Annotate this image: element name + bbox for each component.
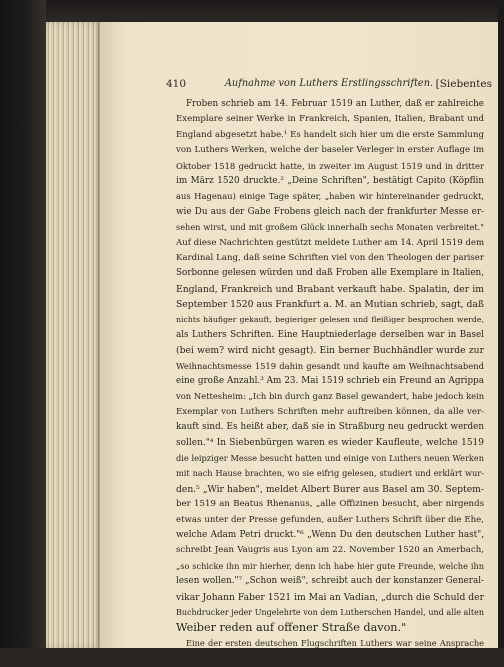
- text-line: Sorbonne gelesen würden und daß Froben alle Exemplare in Italien,: [176, 268, 484, 279]
- text-line: England, Frankreich und Brabant verkauft habe. Spalatin, der im: [176, 283, 484, 295]
- text-line: mit nach Hause brachten, wo sie eifrig gelesen, studiert und erklärt wur-: [176, 468, 484, 479]
- text-line: Auf diese Nachrichten gestützt meldete Luther am 14. April 1519 dem: [176, 237, 485, 248]
- text-line: aus Hagenau) einige Tage später, „haben wir hintereinander gedruckt,: [176, 191, 484, 202]
- body-text: [176, 97, 484, 651]
- page-number: 410: [166, 78, 187, 90]
- text-line: Weiber reden auf offener Straße davon.": [176, 621, 407, 635]
- text-line: Eine der ersten deutschen Flugschriften Luthers war seine Ansprache: [186, 637, 484, 648]
- text-line: wie Du aus der Gabe Frobens gleich nach der frankfurter Messe er-: [176, 206, 484, 217]
- text-line: Weihnachtsmesse 1519 dahin gesandt und kaufte am Weihnachtsabend: [176, 360, 484, 371]
- text-line: vikar Johann Faber 1521 im Mai an Vadian, „durch die Schuld der: [176, 591, 484, 603]
- text-line: Oktober 1518 gedruckt hatte, in zweiter im August 1519 und in dritter: [176, 160, 484, 171]
- text-line: England abgesetzt habe.¹ Es handelt sich hier um die erste Sammlung: [176, 129, 484, 140]
- text-line: im März 1520 druckte.² „Deine Schriften", bestätigt Capito (Köpflin: [176, 175, 484, 186]
- book-cover-bottom: [0, 648, 504, 667]
- text-line: (bei wem? wird nicht gesagt). Ein berner Buchhändler wurde zur: [176, 345, 484, 357]
- text-line: Kardinal Lang, daß seine Schriften viel von den Theologen der pariser: [176, 252, 484, 263]
- text-line: von Luthers Werken, welche der baseler Verleger in erster Auflage im: [176, 145, 484, 156]
- running-head-title: Aufnahme von Luthers Erstlingsschriften.: [224, 78, 434, 89]
- text-line: als Luthers Schriften. Eine Hauptniederlage derselben war in Basel: [176, 329, 484, 340]
- running-head: [166, 78, 492, 92]
- text-line: September 1520 aus Frankfurt a. M. an Mutian schrieb, sagt, daß: [176, 299, 484, 311]
- book-cover-left: [0, 0, 46, 667]
- page: [100, 22, 498, 648]
- text-line: Exemplare seiner Werke in Frankreich, Spanien, Italien, Brabant und: [176, 114, 484, 125]
- text-line: welche Adam Petri druckt."⁶ „Wenn Du den deutschen Luther hast",: [176, 529, 484, 540]
- book-cover-right: [498, 0, 504, 667]
- text-line: lesen wollen."⁷ „Schon weiß", schreibt auch der konstanzer General-: [176, 576, 484, 587]
- text-line: eine große Anzahl.³ Am 23. Mai 1519 schrieb ein Freund an Agrippa: [176, 376, 484, 387]
- text-line: Exemplar von Luthers Schriften mehr auftreiben können, da alle ver-: [176, 406, 484, 417]
- text-line: etwas unter der Presse gefunden, außer Luthers Schrift über die Ehe,: [176, 514, 484, 525]
- text-line: den.⁵ „Wir haben", meldet Albert Burer aus Basel am 30. Septem-: [176, 483, 484, 495]
- book-cover-top: [0, 0, 504, 22]
- text-line: sollen."⁴ In Siebenbürgen waren es wieder Kaufleute, welche 1519: [176, 437, 484, 448]
- text-line: die leipziger Messe besucht hatten und einige von Luthers neuen Werken: [176, 452, 484, 463]
- text-line: kauft sind. Es heißt aber, daß sie in Straßburg neu gedruckt werden: [176, 422, 484, 433]
- text-line: „so schicke ihn mir hierher, denn ich habe hier gute Freunde, welche ihn: [176, 560, 484, 571]
- running-head-chapter: [Siebentes: [435, 78, 492, 90]
- page-edges: [46, 22, 106, 648]
- text-line: schreibt Jean Vaugris aus Lyon am 22. November 1520 an Amerbach,: [176, 545, 484, 556]
- text-line: Froben schrieb am 14. Februar 1519 an Luther, daß er zahlreiche: [186, 99, 484, 109]
- text-line: nichts häufiger gekauft, begieriger gelesen und fleißiger besprochen werde,: [176, 315, 484, 325]
- text-line: Buchdrucker jeder Ungelehrte von dem Lutherschen Handel, und alle alten: [176, 607, 484, 617]
- text-line: ber 1519 an Beatus Rhenanus, „alle Offizinen besucht, aber nirgends: [176, 499, 484, 510]
- text-line: von Nettesheim: „Ich bin durch ganz Basel gewandert, habe jedoch kein: [176, 391, 485, 402]
- text-line: sehen wirst, und mit großem Glück innerhalb sechs Monaten verbreitet.": [176, 222, 484, 233]
